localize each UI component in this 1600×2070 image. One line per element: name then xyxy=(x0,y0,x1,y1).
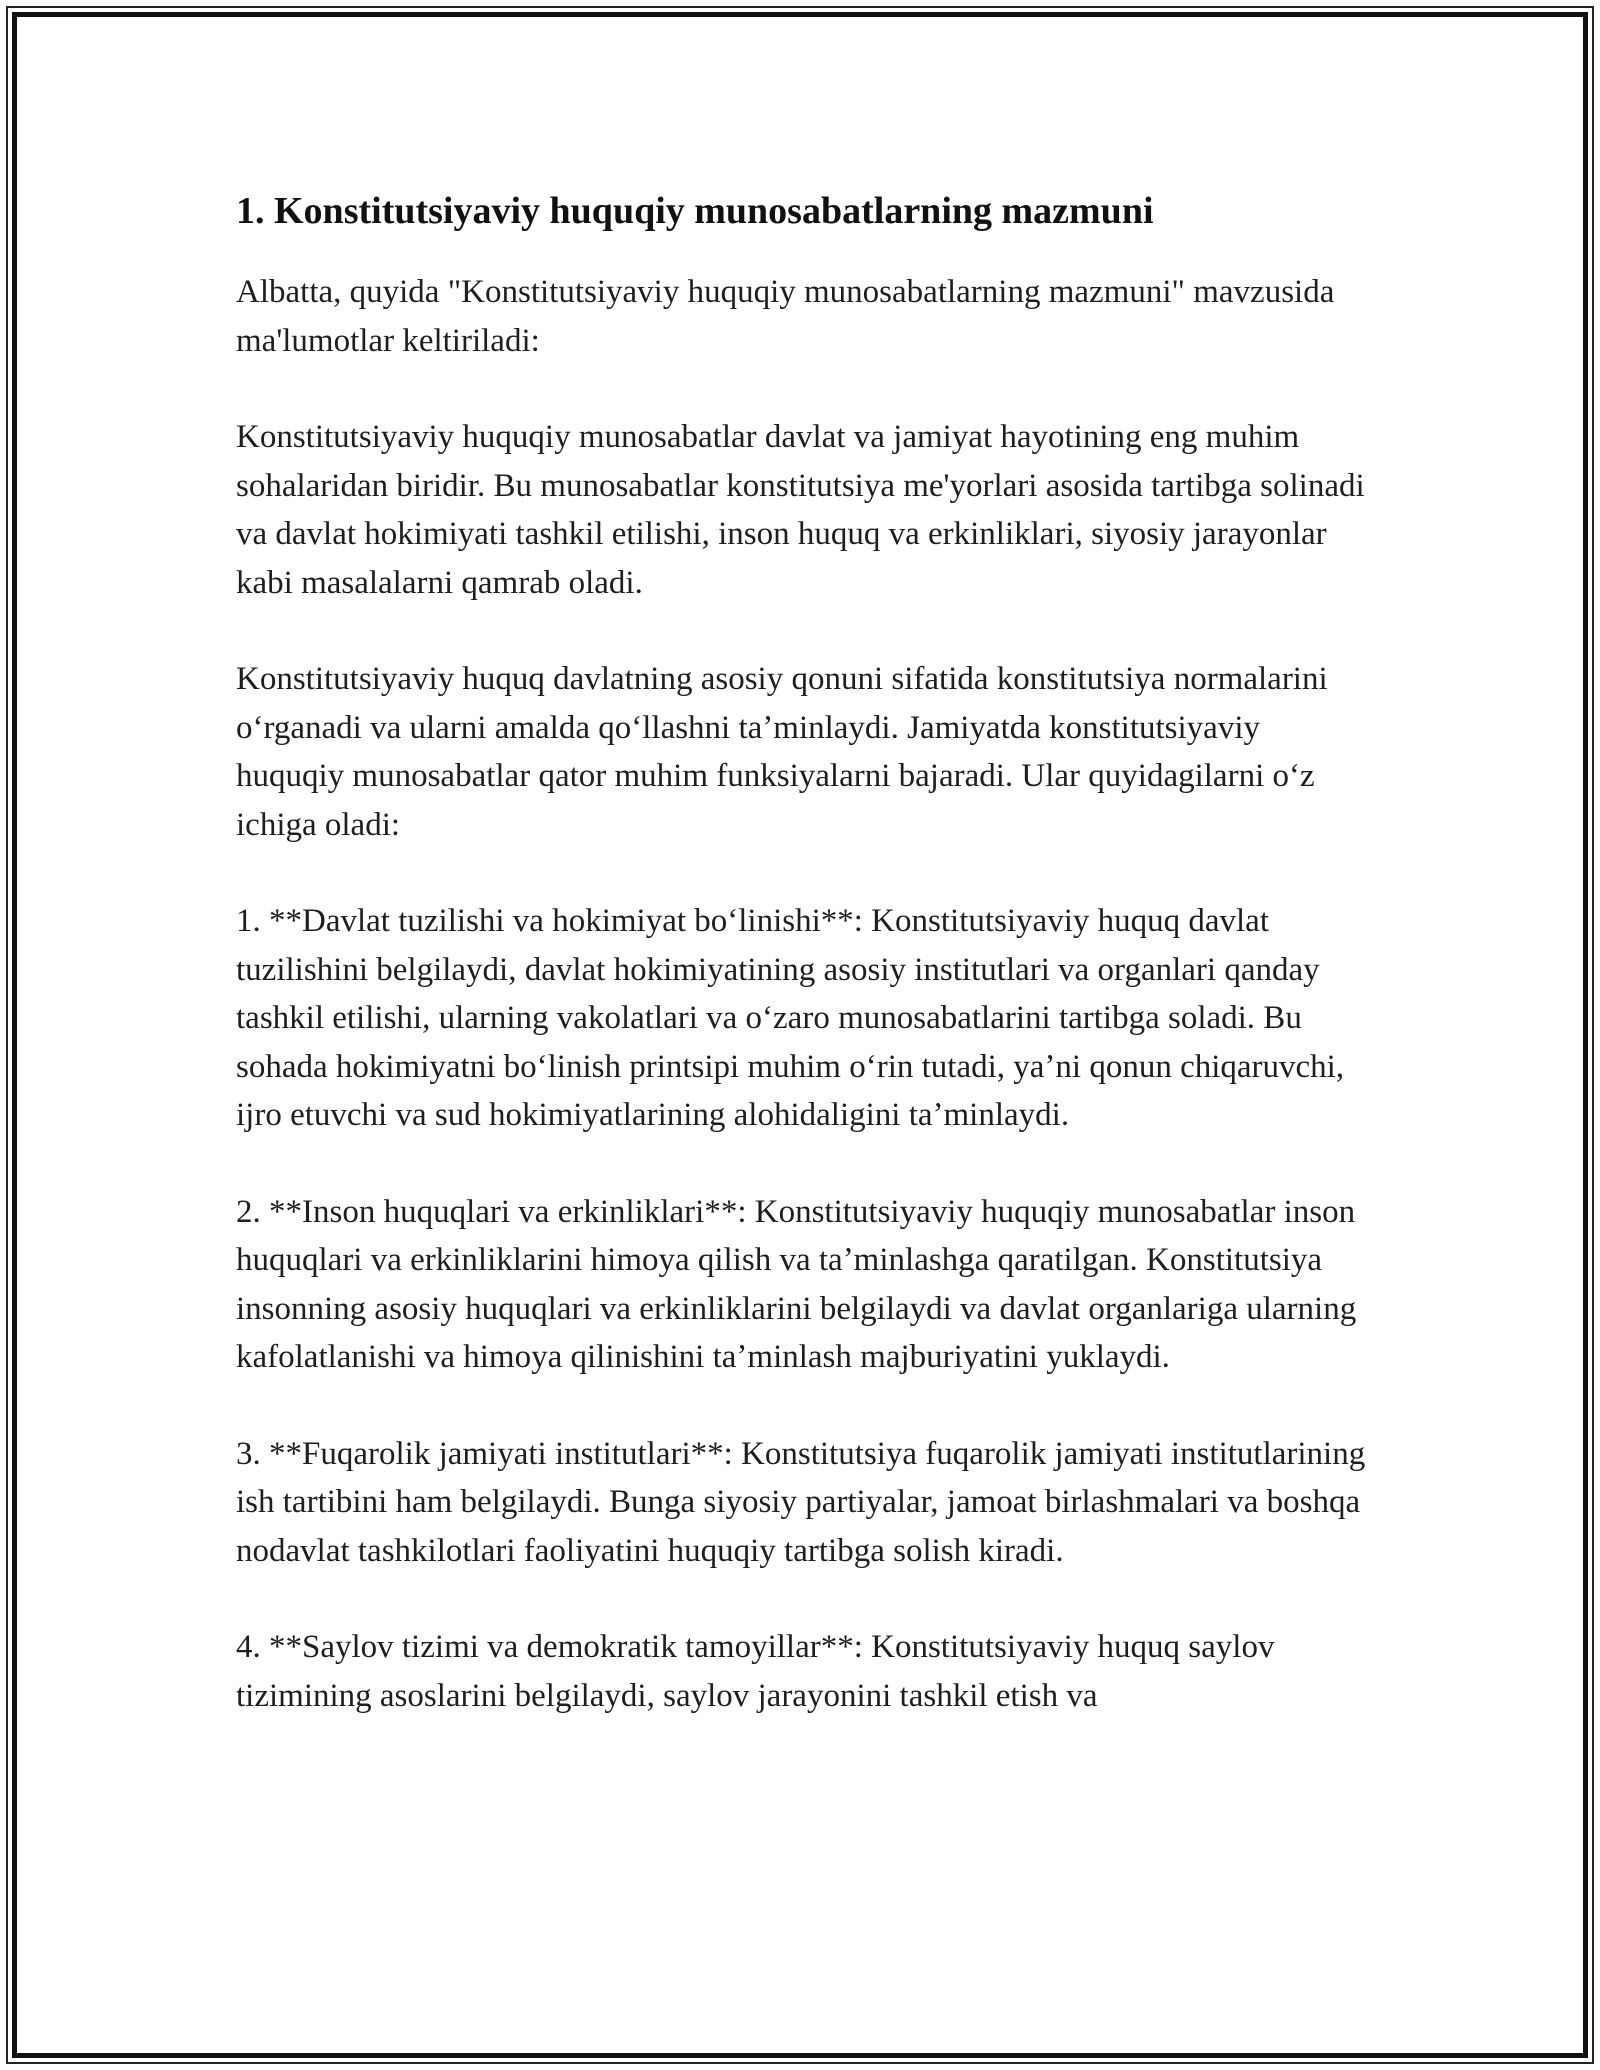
paragraph-overview: Konstitutsiyaviy huquqiy munosabatlar davlat va jamiyat hayotining eng muhim sohalaridan biridir. Bu munosabatlar konstitutsiya me'yorlari asosida tartibga solinadi va davlat hokimiyati tashkil etilishi, inson huquq va erkinliklari, siyosiy jarayonlar kabi masalalarni qamrab oladi. xyxy=(236,419,1365,601)
paragraph-intro: Albatta, quyida "Konstitutsiyaviy huquqiy munosabatlarning mazmuni" mavzusida ma'lumotlar keltiriladi: xyxy=(236,274,1335,359)
paragraph-functions: Konstitutsiyaviy huquq davlatning asosiy qonuni sifatida konstitutsiya normalarini oʻrganadi va ularni amalda qoʻllashni taʼminlaydi. Jamiyatda konstitutsiyaviy huquqiy munosabatlar qator muhim funksiyalarni bajaradi. Ular quyidagilarni oʻz ichiga oladi: xyxy=(236,661,1328,843)
document-page xyxy=(236,186,1366,1720)
list-item-human-rights: 2. **Inson huquqlari va erkinliklari**: Konstitutsiyaviy huquqiy munosabatlar inson huquqlari va erkinliklarini himoya qilish va taʼminlashga qaratilgan. Konstitutsiya insonning asosiy huquqlari va erkinliklarini belgilaydi va davlat organlariga ularning kafolatlanishi va himoya qilinishini taʼminlash majburiyatini yuklaydi. xyxy=(236,1193,1357,1375)
list-item-civil-society: 3. **Fuqarolik jamiyati institutlari**: Konstitutsiya fuqarolik jamiyati institutlarining ish tartibini ham belgilaydi. Bunga siyosiy partiyalar, jamoat birlashmalari va boshqa nodavlat tashkilotlari faoliyatini huquqiy tartibga solish kiradi. xyxy=(236,1435,1366,1569)
document-title: 1. Konstitutsiyaviy huquqiy munosabatlarning mazmuni xyxy=(236,190,1154,232)
list-item-electoral-system: 4. **Saylov tizimi va demokratik tamoyillar**: Konstitutsiyaviy huquq saylov tizimining asoslarini belgilaydi, saylov jarayonini tashkil etish va xyxy=(236,1629,1275,1714)
list-item-state-structure: 1. **Davlat tuzilishi va hokimiyat boʻlinishi**: Konstitutsiyaviy huquq davlat tuzilishini belgilaydi, davlat hokimiyatining asosiy institutlari va organlari qanday tashkil etilishi, ularning vakolatlari va oʻzaro munosabatlarini tartibga soladi. Bu sohada hokimiyatni boʻlinish printsipi muhim oʻrin tutadi, yaʼni qonun chiqaruvchi, ijro etuvchi va sud hokimiyatlarining alohidaligini taʼminlaydi. xyxy=(236,903,1345,1133)
